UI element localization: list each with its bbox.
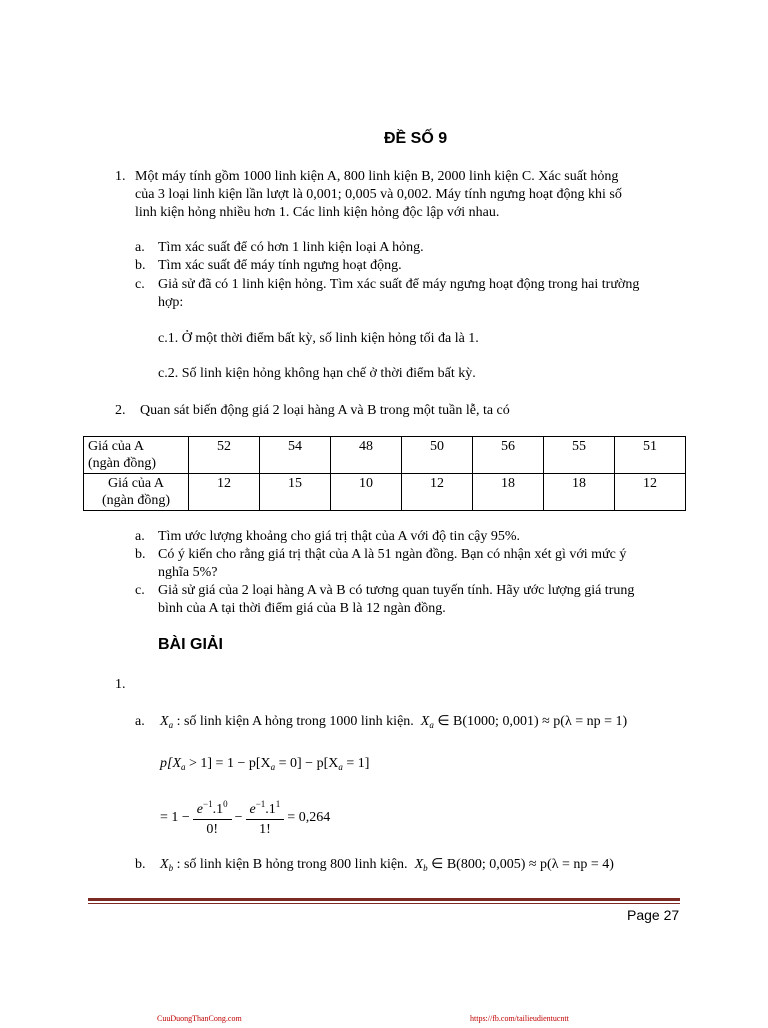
q1-line2: của 3 loại linh kiện lần lượt là 0,001; 0,005 và 0,002. Máy tính ngưng hoạt động khi số [135,187,622,202]
q1-c1-text: c.1. Ở một thời điểm bất kỳ, số linh kiện hỏng tối đa là 1. [158,331,479,346]
row-label-line1: Giá của A [108,476,164,491]
solution-b-text: : số linh kiện B hỏng trong 800 linh kiện. [176,857,408,872]
frac-num-rest: .1 [265,802,276,817]
q2-number: 2. [115,403,126,418]
subscript: b [168,863,174,873]
q2-c-label: c. [135,583,145,598]
solution-heading: BÀI GIẢI [158,636,223,653]
var-x: X [414,857,424,872]
table-cell: 52 [189,437,260,474]
page-title: ĐỀ SỐ 9 [384,130,448,147]
table-cell: 12 [402,474,473,511]
subscript: a [181,762,186,772]
solution-number: 1. [115,677,126,692]
footer-right-link[interactable]: https://fb.com/tailieudientucntt [470,1014,569,1023]
q1-number: 1. [115,169,126,184]
subscript: a [338,762,343,772]
table-cell: 56 [473,437,544,474]
frac-den: 0! [206,822,219,837]
q2-a-text: Tìm ước lượng khoảng cho giá trị thật của A với độ tin cậy 95%. [158,529,521,544]
table-cell: 50 [402,437,473,474]
table-cell: 54 [260,437,331,474]
prob-open: p[X [160,756,181,771]
table-row [84,474,686,511]
eq1-part: = 1] [346,756,370,771]
q1-line1: Một máy tính gồm 1000 linh kiện A, 800 linh kiện B, 2000 linh kiện C. Xác suất hỏng [135,169,619,184]
q1-b-text: Tìm xác suất để máy tính ngưng hoạt động. [158,258,402,273]
var-x: X [160,714,169,729]
frac-den: 1! [259,822,271,837]
frac-num: e [196,802,204,817]
table-cell: 12 [189,474,260,511]
var-x: X [160,857,169,872]
q1-c-text-1: Giả sử đã có 1 linh kiện hỏng. Tìm xác suất để máy ngưng hoạt động trong hai trường [158,277,640,292]
row-label [84,474,189,511]
solution-a-label: a. [135,714,145,729]
q1-a-label: a. [135,240,145,255]
subscript: b [423,863,428,873]
table-cell: 48 [331,437,402,474]
var-x: X [420,714,430,729]
table-cell: 18 [544,474,615,511]
table-cell: 18 [473,474,544,511]
subscript: a [429,720,434,730]
superscript: −1 [203,799,213,809]
q1-b-label: b. [135,258,146,273]
fraction-2 [246,795,285,840]
superscript: 0 [223,799,228,809]
footer-rule-thick [88,898,680,901]
equation-1 [160,755,369,776]
q2-b-text-1: Có ý kiến cho rằng giá trị thật của A là 51 ngàn đồng. Bạn có nhận xét gì với mức ý [158,547,627,562]
table-cell: 15 [260,474,331,511]
distribution-b: ∈ B(800; 0,005) ≈ p(λ = np = 4) [431,857,614,872]
row-label-line2: (ngàn đồng) [101,493,171,508]
price-table [83,436,686,511]
table-cell: 55 [544,437,615,474]
equation-2 [160,795,330,840]
table-cell: 10 [331,474,402,511]
q1-a-text: Tìm xác suất để có hơn 1 linh kiện loại A hỏng. [158,240,424,255]
subscript: a [270,762,276,772]
q1-c-text-2: hợp: [158,295,184,310]
page-number: Page 27 [627,907,680,923]
footer-left-link[interactable]: CuuDuongThanCong.com [157,1014,242,1023]
q2-a-label: a. [135,529,145,544]
q2-intro: Quan sát biến động giá 2 loại hàng A và B trong một tuần lễ, ta có [140,403,510,418]
q2-c-text-1: Giả sử giá của 2 loại hàng A và B có tương quan tuyến tính. Hãy ước lượng giá trung [158,583,635,598]
table-cell: 51 [615,437,686,474]
q2-c-text-2: bình của A tại thời điểm giá của B là 12 ngàn đồng. [158,601,446,616]
minus-sign: − [234,809,243,825]
row-label [84,437,189,474]
footer-rule-thin [88,903,680,904]
subscript: a [168,720,174,730]
table-row [84,437,686,474]
superscript: 1 [275,799,281,809]
eq1-part: = 0] − p[X [278,756,339,771]
row-label-line2: (ngàn đồng) [88,456,157,471]
eq1-part: > 1] = 1 − p[X [189,756,271,771]
solution-a-line [160,713,627,734]
row-label-line1: Giá của A [88,439,144,454]
fraction-1 [193,795,232,840]
q1-c2-text: c.2. Số linh kiện hỏng không hạn chế ở thời điểm bất kỳ. [158,366,476,381]
eq2-start: = 1 − [160,809,190,825]
superscript: −1 [255,799,266,809]
distribution-a: ∈ B(1000; 0,001) ≈ p(λ = np = 1) [437,714,628,729]
solution-b-line [160,856,614,877]
table-cell: 12 [615,474,686,511]
q2-b-text-2: nghĩa 5%? [158,565,218,580]
frac-num: e [249,802,256,817]
q2-b-label: b. [135,547,146,562]
q1-c-label: c. [135,277,145,292]
eq2-end: = 0,264 [287,809,331,825]
solution-b-label: b. [135,857,146,872]
frac-num-rest: .1 [212,802,224,817]
solution-a-text: : số linh kiện A hỏng trong 1000 linh kiện. [176,714,414,729]
q1-line3: linh kiện hỏng nhiều hơn 1. Các linh kiện hỏng độc lập với nhau. [135,205,500,220]
